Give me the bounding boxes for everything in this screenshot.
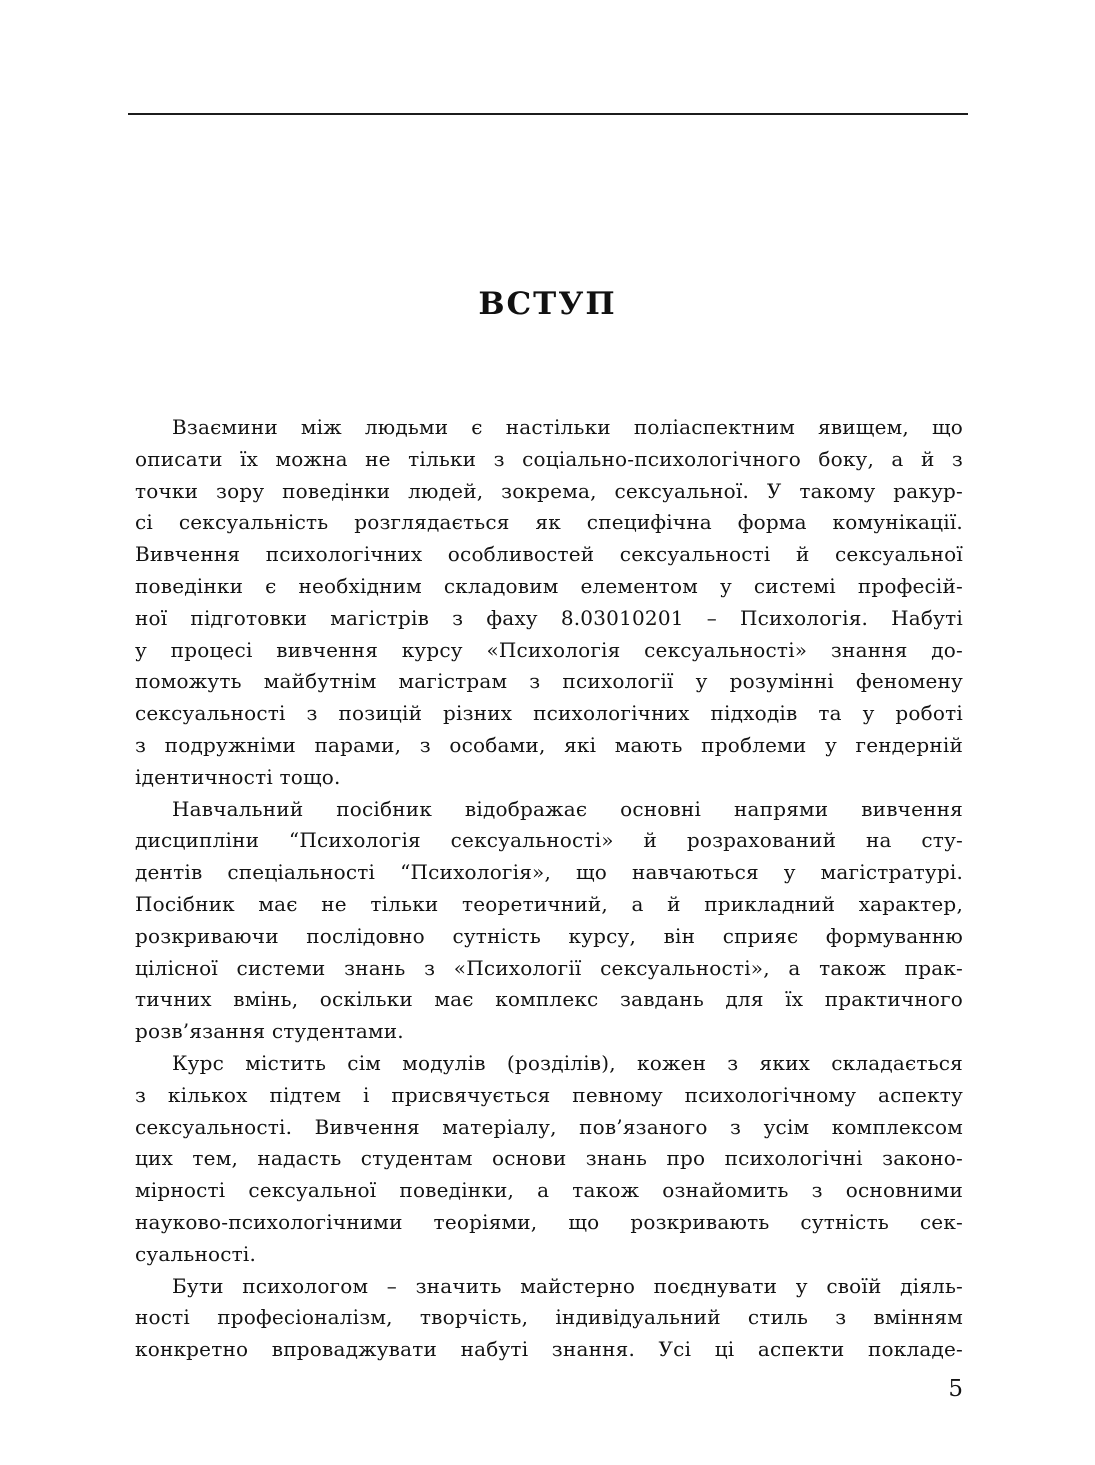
body-text: [135, 412, 963, 1366]
text-line: дисципліни “Психологія сексуальності» й розрахований на сту-: [135, 828, 963, 853]
paragraph: [135, 794, 963, 1048]
text-line: дентів спеціальності “Психологія», що навчаються у магістратурі.: [135, 860, 963, 885]
text-line: конкретно впроваджувати набуті знання. Усі ці аспекти покладе-: [135, 1337, 963, 1362]
text-line: ідентичності тощо.: [135, 764, 341, 789]
text-line: суальності.: [135, 1241, 257, 1266]
text-line: описати їх можна не тільки з соціально-психологічного боку, а й з: [135, 446, 963, 471]
text-line: Курс містить сім модулів (розділів), кожен з яких складається: [172, 1050, 963, 1075]
text-line: Бути психологом – значить майстерно поєднувати у своїй діяль-: [172, 1273, 963, 1298]
text-line: тичних вмінь, оскільки має комплекс завдань для їх практичного: [135, 987, 963, 1012]
text-line: з подружніми парами, з особами, які мають проблеми у гендерній: [135, 732, 963, 757]
text-line: ної підготовки магістрів з фаху 8.03010201 – Психологія. Набуті: [135, 605, 963, 630]
header-rule: [128, 113, 968, 115]
text-line: ності професіоналізм, творчість, індивідуальний стиль з вмінням: [135, 1305, 963, 1330]
text-line: Вивчення психологічних особливостей сексуальності й сексуальної: [135, 542, 963, 567]
text-line: з кількох підтем і присвячується певному психологічному аспекту: [135, 1082, 963, 1107]
text-line: сі сексуальність розглядається як специфічна форма комунікації.: [135, 510, 963, 535]
page-number: 5: [948, 1376, 963, 1402]
text-line: сексуальності. Вивчення матеріалу, пов’язаного з усім комплексом: [135, 1114, 963, 1139]
text-line: поможуть майбутнім магістрам з психології у розумінні феномену: [135, 669, 963, 694]
text-line: Взаємини між людьми є настільки поліаспектним явищем, що: [172, 415, 963, 439]
text-line: точки зору поведінки людей, зокрема, сексуальної. У такому ракур-: [135, 478, 963, 503]
text-line: науково-психологічними теоріями, що розкривають сутність сек-: [135, 1209, 963, 1234]
text-line: у процесі вивчення курсу «Психологія сексуальності» знання до-: [135, 637, 963, 662]
text-line: мірності сексуальної поведінки, а також ознайомить з основними: [135, 1178, 963, 1203]
paragraph: [135, 412, 963, 794]
paragraph: [135, 1048, 963, 1271]
text-line: поведінки є необхідним складовим елементом у системі професій-: [135, 573, 963, 598]
chapter-title: ВСТУП: [478, 286, 617, 322]
paragraph: [135, 1271, 963, 1366]
text-line: сексуальності з позицій різних психологічних підходів та у роботі: [135, 701, 963, 726]
text-line: розкриваючи послідовно сутність курсу, він сприяє формуванню: [135, 923, 963, 948]
text-line: цілісної системи знань з «Психології сексуальності», а також прак-: [135, 955, 963, 980]
text-line: Посібник має не тільки теоретичний, а й прикладний характер,: [135, 891, 963, 916]
text-line: цих тем, надасть студентам основи знань про психологічні законо-: [135, 1146, 963, 1171]
text-line: розв’язання студентами.: [135, 1019, 404, 1044]
text-line: Навчальний посібник відображає основні напрями вивчення: [172, 796, 963, 821]
